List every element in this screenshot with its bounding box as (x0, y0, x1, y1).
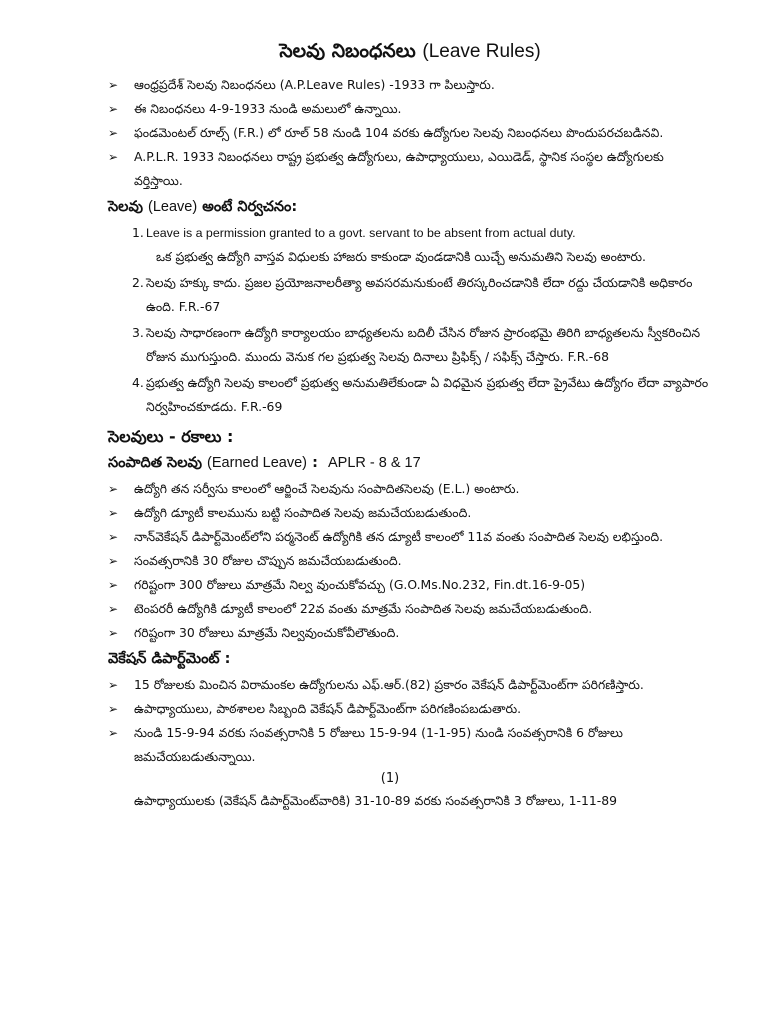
list-item: ➢ ఉపాధ్యాయులు, పాఠశాలల సిబ్బంది వెకేషన్ డిపార్ట్‌మెంట్‌గా పరిగణింపబడుతారు. (108, 697, 712, 721)
arrow-bullet-icon: ➢ (108, 626, 119, 640)
list-item: ➢ ఉద్యోగి డ్యూటీ కాలమును బట్టి సంపాదిత సెలవు జమచేయబడుతుంది. (108, 501, 712, 525)
arrow-bullet-icon: ➢ (108, 78, 119, 92)
list-item: ➢ గరిష్టంగా 30 రోజులు మాత్రమే నిల్వవుంచుకోవీలౌతుంది. (108, 621, 712, 645)
arrow-bullet-icon: ➢ (108, 602, 119, 616)
definition-heading: సెలవు (Leave) అంటే నిర్వచనం: (108, 199, 298, 215)
definition-list (108, 221, 712, 419)
intro-bullet-list (108, 73, 712, 193)
arrow-bullet-icon: ➢ (108, 554, 119, 568)
vacation-department-heading: వెకేషన్ డిపార్ట్‌మెంట్ : (108, 651, 231, 667)
list-item: ➢ సంవత్సరానికి 30 రోజుల చొప్పున జమచేయబడుతుంది. (108, 549, 712, 573)
list-item: 1. Leave is a permission granted to a govt. servant to be absent from actual duty. ఒక ప్రభుత్వ ఉద్యోగి వాస్తవ విధులకు హాజరు కాకుండా వుండడానికి యిచ్చే అనుమతిని సెలవు అంటారు. (132, 225, 646, 264)
page-title (108, 0, 712, 67)
list-item: ➢ ఉద్యోగి తన సర్వీసు కాలంలో ఆర్జించే సెలవును సంపాదితసెలవు (E.L.) అంటారు. (108, 477, 712, 501)
list-item: 4. ప్రభుత్వ ఉద్యోగి సెలవు కాలంలో ప్రభుత్వ అనుమతిలేకుండా ఏ విధమైన ప్రభుత్వ లేదా ప్రైవేటు ఉద్యోగం లేదా వ్యాపారం నిర్వహించకూడదు. F.R.-69 (132, 375, 709, 414)
arrow-bullet-icon: ➢ (108, 150, 119, 164)
earned-leave-heading: సంపాదిత సెలవు (Earned Leave) : APLR - 8 & 17 (108, 455, 421, 471)
title-english: (Leave Rules) (422, 41, 541, 62)
arrow-bullet-icon: ➢ (108, 726, 119, 740)
arrow-bullet-icon: ➢ (108, 102, 119, 116)
arrow-bullet-icon: ➢ (108, 482, 119, 496)
list-item: ➢ ఆంధ్రప్రదేశ్ సెలవు నిబంధనలు (A.P.Leave Rules) -1933 గా పిలుస్తారు. (108, 73, 712, 97)
arrow-bullet-icon: ➢ (108, 506, 119, 520)
list-item: ➢ టెంపరరీ ఉద్యోగికి డ్యూటీ కాలంలో 22వ వంతు మాత్రమే సంపాదిత సెలవు జమచేయబడుతుంది. (108, 597, 712, 621)
list-item: ➢ ఈ నిబంధనలు 4-9-1933 నుండి అమలులో ఉన్నాయి. (108, 97, 712, 121)
earned-leave-list (108, 477, 712, 645)
page-number: (1) (380, 771, 400, 786)
list-item: ➢ నాన్‌వెకేషన్ డిపార్ట్‌మెంట్‌లోని పర్మనెంట్ ఉద్యోగికి తన డ్యూటీ కాలంలో 11వ వంతు సంపాదిత సెలవు లభిస్తుంది. (108, 525, 712, 549)
list-item: ➢ A.P.L.R. 1933 నిబంధనలు రాష్ట్ర ప్రభుత్వ ఉద్యోగులు, ఉపాధ్యాయులు, ఎయిడెడ్, స్థానిక సంస్థల ఉద్యోగులకు వర్తిస్తాయి. (108, 145, 712, 193)
vacation-last-line: ఉపాధ్యాయులకు (వెకేషన్ డిపార్ట్‌మెంట్‌వారికి) 31-10-89 వరకు సంవత్సరానికి 3 రోజులు, 1-11-89 (134, 793, 617, 808)
arrow-bullet-icon: ➢ (108, 530, 119, 544)
list-item: ➢ ఫండమెంటల్ రూల్స్ (F.R.) లో రూల్ 58 నుండి 104 వరకు ఉద్యోగుల సెలవు నిబంధనలు పొందుపరచబడినవి. (108, 121, 712, 145)
list-item: ➢ గరిష్టంగా 300 రోజులు మాత్రమే నిల్వ వుంచుకోవచ్చు (G.O.Ms.No.232, Fin.dt.16-9-05) (108, 573, 712, 597)
arrow-bullet-icon: ➢ (108, 578, 119, 592)
arrow-bullet-icon: ➢ (108, 702, 119, 716)
vacation-list (108, 673, 712, 740)
list-item: 2. సెలవు హక్కు కాదు. ప్రజల ప్రయోజనాలరీత్యా అవసరమనుకుంటే తిరస్కరించడానికి లేదా రద్దు చేయడానికి అధికారం ఉంది. F.R.-67 (132, 275, 693, 314)
leave-types-heading: సెలవులు - రకాలు : (108, 427, 234, 446)
arrow-bullet-icon: ➢ (108, 678, 119, 692)
vacation-continuation: నుండి 15-9-94 వరకు సంవత్సరానికి 5 రోజులు 15-9-94 (1-1-95) నుండి సంవత్సరానికి 6 రోజులు జమచేయబడుతున్నాయి. (134, 725, 623, 764)
list-item: ➢ 15 రోజులకు మించిన విరామంకల ఉద్యోగులను ఎఫ్.ఆర్.(82) ప్రకారం వెకేషన్ డిపార్ట్‌మెంట్‌గా పరిగణిస్తారు. (108, 673, 712, 697)
title-telugu: సెలవు నిబంధనలు (279, 40, 416, 62)
list-item: 3. సెలవు సాధారణంగా ఉద్యోగి కార్యాలయం బాధ్యతలను బదిలీ చేసిన రోజున ప్రారంభమై తిరిగి బాధ్యతలను స్వీకరించిన రోజున ముగుస్తుంది. ముందు వెనుక గల ప్రభుత్వ సెలవు దినాలు ప్రిఫిక్స్ / సఫిక్స్ చేస్తారు. F.R.-68 (132, 325, 701, 364)
arrow-bullet-icon: ➢ (108, 126, 119, 140)
